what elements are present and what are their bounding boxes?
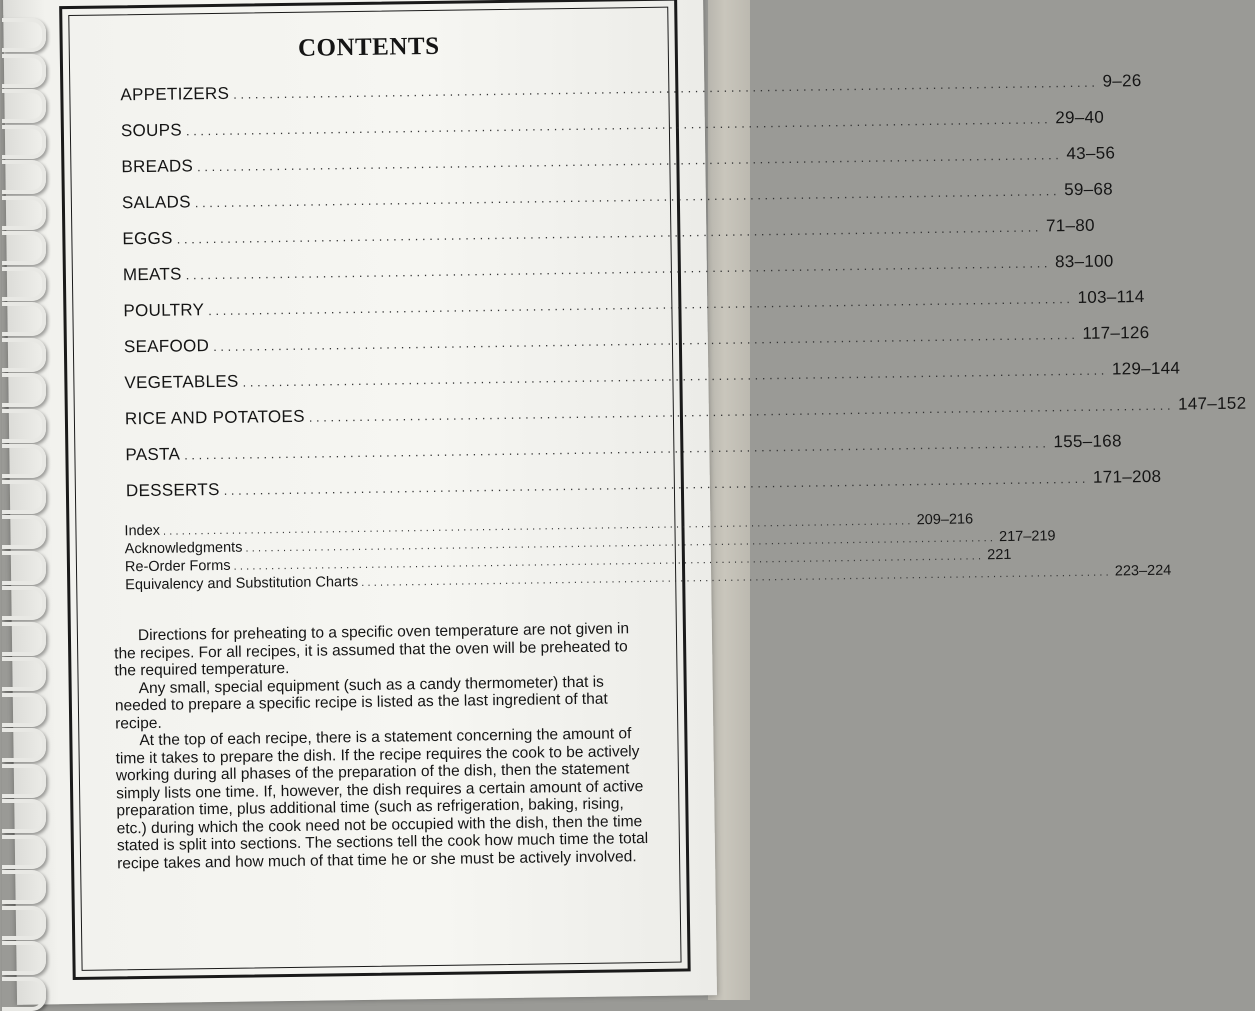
leader-dots: ........................................................................................................................ xyxy=(194,183,1061,211)
toc-row xyxy=(125,466,1162,517)
toc-label: SOUPS xyxy=(120,120,183,141)
spiral-coil xyxy=(2,906,46,940)
toc-pages: 29–40 xyxy=(1055,107,1105,128)
spiral-coil xyxy=(2,231,46,265)
leader-dots: ........................................................................................................................ xyxy=(162,515,914,538)
leader-dots: ........................................................................................................................ xyxy=(361,566,1112,589)
appendix-pages: 217–219 xyxy=(998,528,1056,546)
book-page xyxy=(3,0,1247,1005)
spiral-coil xyxy=(2,444,46,478)
leader-dots: ........................................................................................................................ xyxy=(308,397,1175,425)
toc-label: PASTA xyxy=(125,444,181,465)
appendix-pages: 209–216 xyxy=(916,511,974,529)
spiral-coil xyxy=(2,196,46,230)
spiral-binding xyxy=(0,0,46,1000)
appendix-list xyxy=(124,511,1172,595)
leader-dots: ........................................................................................................................ xyxy=(185,255,1052,283)
toc-label: APPETIZERS xyxy=(120,83,230,105)
note-paragraph: At the top of each recipe, there is a statement concerning the amount of time it takes to prepare the dish. If the recipe requires the cook to be actively working during all phases of the preparation of the dish, then the statement simply lists one time. If, however, the dish requires a certain amount of active preparation time, plus additional time (such as refrigeration, baking, rising, etc.) during which the cook need not be occupied with the dish, then the time stated is split into sections. The sections tell the cook how much time the total recipe takes and how much of that time he or she must be actively involved. xyxy=(115,725,649,872)
leader-dots: ........................................................................................................................ xyxy=(223,470,1090,498)
toc-pages: 117–126 xyxy=(1082,322,1150,343)
spiral-coil xyxy=(2,89,46,123)
leader-dots: ........................................................................................................................ xyxy=(213,326,1079,355)
toc-pages: 103–114 xyxy=(1077,287,1145,307)
spiral-coil xyxy=(2,799,46,833)
spiral-coil xyxy=(2,551,46,585)
toc-pages: 71–80 xyxy=(1045,215,1095,236)
toc-label: VEGETABLES xyxy=(124,371,239,393)
contents-list xyxy=(120,71,1247,517)
toc-label: RICE AND POTATOES xyxy=(124,406,305,429)
spiral-coil xyxy=(2,586,46,620)
toc-pages: 155–168 xyxy=(1053,431,1122,452)
note-paragraph: Directions for preheating to a specific oven temperature are not given in the recipes. For all recipes, it is assumed that the oven will be preheated to the required temperature. xyxy=(114,620,630,680)
toc-pages: 9–26 xyxy=(1102,71,1142,91)
toc-label: SALADS xyxy=(121,192,191,213)
spiral-coil xyxy=(2,835,46,869)
leader-dots: ........................................................................................................................ xyxy=(242,362,1109,390)
spiral-coil xyxy=(2,373,46,407)
appendix-label: Re-Order Forms xyxy=(124,557,231,576)
spiral-coil xyxy=(2,515,46,549)
toc-pages: 59–68 xyxy=(1063,179,1114,200)
appendix-label: Index xyxy=(124,522,161,540)
leader-dots: ........................................................................................................................ xyxy=(208,291,1074,319)
toc-label: EGGS xyxy=(122,228,173,249)
spiral-coil xyxy=(2,657,46,691)
page-title: CONTENTS xyxy=(297,32,440,62)
toc-pages: 147–152 xyxy=(1177,393,1247,414)
spiral-coil xyxy=(2,160,46,194)
appendix-label: Equivalency and Substitution Charts xyxy=(125,574,359,594)
note-paragraph: Any small, special equipment (such as a candy thermometer) that is needed to prepare a specific recipe is listed as the last ingredient of that recipe. xyxy=(114,673,608,732)
spiral-coil xyxy=(2,338,46,372)
leader-dots: ........................................................................................................................ xyxy=(245,532,997,555)
spiral-coil xyxy=(2,409,46,443)
toc-label: POULTRY xyxy=(123,300,205,321)
spiral-coil xyxy=(2,622,46,656)
spiral-coil xyxy=(2,302,46,336)
leader-dots: ........................................................................................................................ xyxy=(176,219,1043,247)
toc-label: SEAFOOD xyxy=(123,336,210,357)
spiral-coil xyxy=(2,267,46,301)
spiral-coil xyxy=(2,18,46,52)
appendix-label: Acknowledgments xyxy=(124,539,243,558)
spiral-coil xyxy=(2,693,46,727)
page-inner-border xyxy=(68,7,1247,971)
toc-pages: 171–208 xyxy=(1092,466,1162,487)
spiral-coil xyxy=(2,125,46,159)
recipe-notes xyxy=(114,620,649,872)
leader-dots: ........................................................................................................................ xyxy=(184,435,1050,463)
spiral-coil xyxy=(2,977,46,1011)
appendix-pages: 221 xyxy=(987,546,1012,564)
leader-dots: ........................................................................................................................ xyxy=(233,550,985,573)
spiral-coil xyxy=(2,728,46,762)
toc-pages: 43–56 xyxy=(1066,143,1116,164)
leader-dots: ........................................................................................................................ xyxy=(197,147,1063,175)
page-border xyxy=(59,0,1247,980)
leader-dots: ........................................................................................................................ xyxy=(233,74,1099,102)
toc-label: DESSERTS xyxy=(125,479,220,501)
spiral-coil xyxy=(2,870,46,904)
spiral-coil xyxy=(2,941,46,975)
toc-label: BREADS xyxy=(121,156,194,177)
spiral-coil xyxy=(2,54,46,88)
spiral-coil xyxy=(2,764,46,798)
leader-dots: ........................................................................................................................ xyxy=(185,111,1052,139)
toc-pages: 83–100 xyxy=(1054,251,1114,272)
appendix-pages: 223–224 xyxy=(1114,562,1172,580)
toc-pages: 129–144 xyxy=(1111,358,1181,379)
spiral-coil xyxy=(2,480,46,514)
toc-label: MEATS xyxy=(122,264,182,285)
